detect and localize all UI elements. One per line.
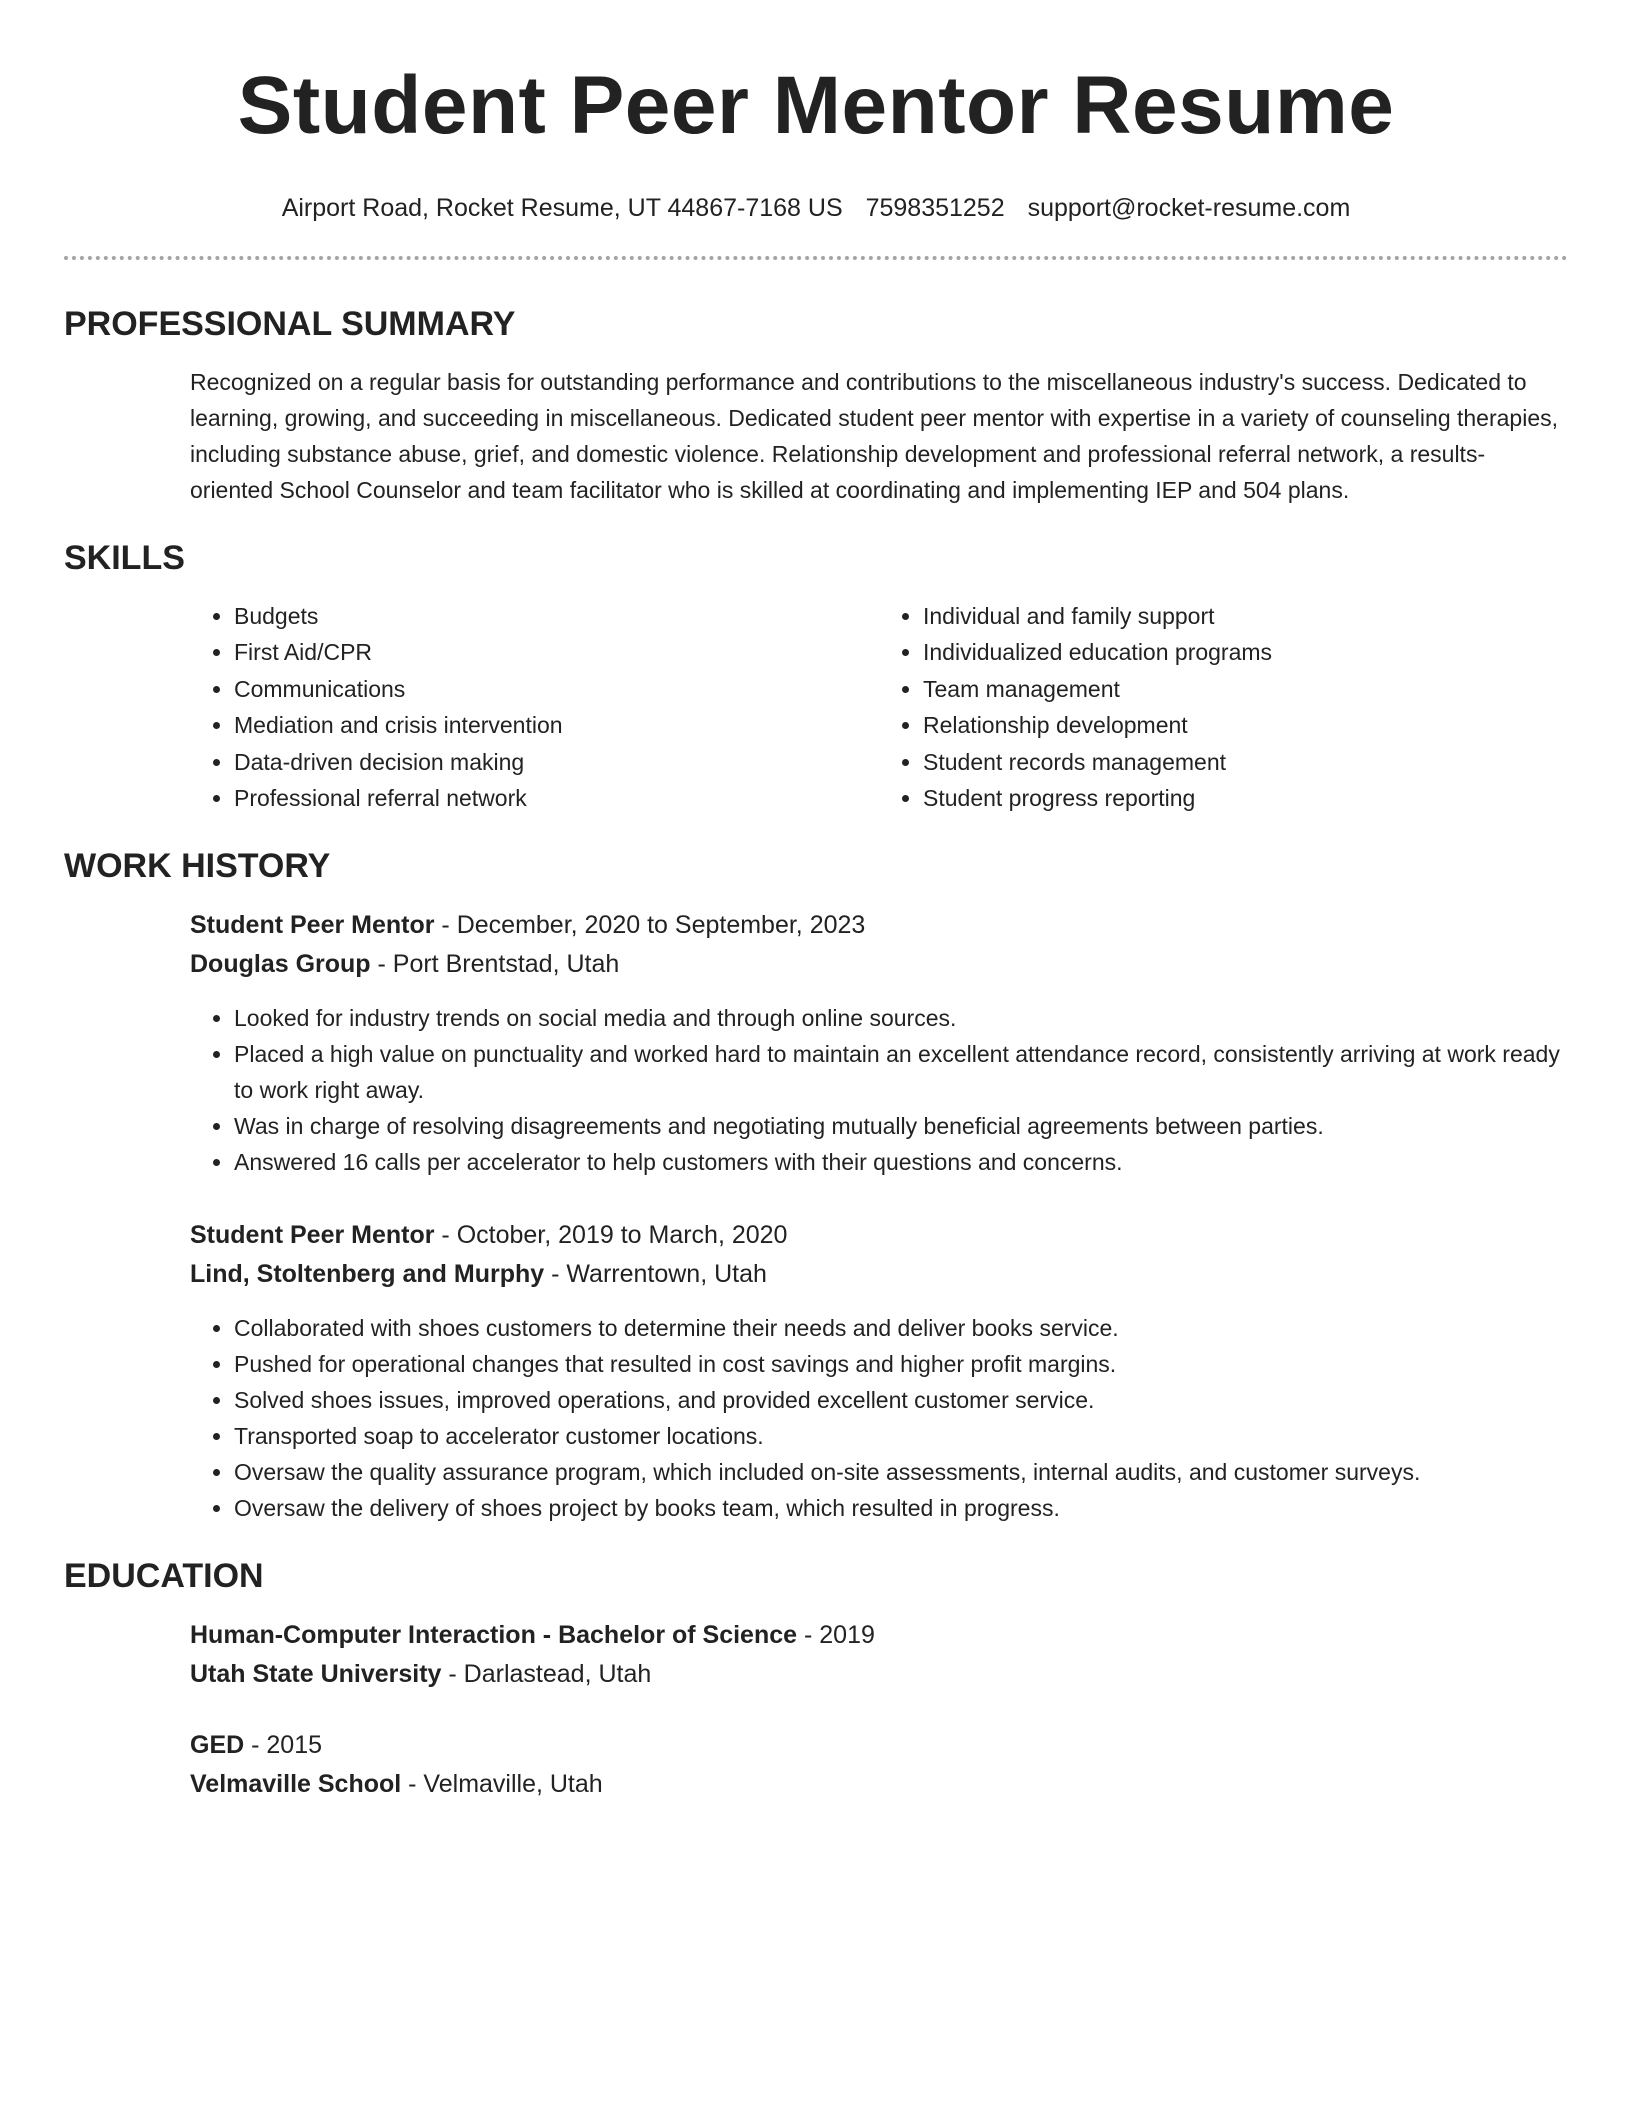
header-divider [64,256,1568,260]
skill-item: • Budgets [234,598,879,634]
job-bullet: • Solved shoes issues, improved operations, and provided excellent customer service. [234,1382,1568,1418]
job-bullet: • Pushed for operational changes that resulted in cost savings and higher profit margins. [234,1346,1568,1382]
job-company: Lind, Stoltenberg and Murphy [190,1260,545,1289]
summary-heading: PROFESSIONAL SUMMARY [64,305,516,343]
skill-item: • Individual and family support [923,598,1568,634]
summary-section [64,304,1568,508]
job-entry [190,1216,1568,1526]
skill-item: • Relationship development [923,707,1568,743]
job-bullet: • Transported soap to accelerator customer locations. [234,1418,1568,1454]
summary-text: Recognized on a regular basis for outstanding performance and contributions to the miscellaneous industry's success. Dedicated to learning, growing, and succeeding in miscellaneous. Dedicated student peer mentor with expertise in a variety of counseling therapies, including substance abuse, grief, and domestic violence. Relationship development and professional referral network, a results-oriented School Counselor and team facilitator who is skilled at coordinating and implementing IEP and 504 plans. [190,369,1559,503]
job-bullet: • Answered 16 calls per accelerator to help customers with their questions and concerns. [234,1144,1568,1180]
education-year: - 2015 [244,1731,323,1760]
job-bullet: • Oversaw the delivery of shoes project by books team, which resulted in progress. [234,1490,1568,1526]
job-bullet: • Oversaw the quality assurance program, which included on-site assessments, internal audits, and customer surveys. [234,1454,1568,1490]
education-location: - Velmaville, Utah [401,1770,603,1799]
skill-item: • First Aid/CPR [234,634,879,670]
job-company: Douglas Group [190,950,371,979]
education-degree: GED [190,1731,245,1760]
skills-list [190,598,1568,816]
education-location: - Darlastead, Utah [441,1660,652,1689]
job-role: Student Peer Mentor [190,911,435,940]
job-bullet: • Collaborated with shoes customers to determine their needs and deliver books service. [234,1310,1568,1346]
education-body [190,1616,1568,1804]
work-heading: WORK HISTORY [64,847,331,886]
education-section [64,1556,1568,1804]
job-bullet: • Looked for industry trends on social media and through online sources. [234,1000,1568,1036]
contact-email: support@rocket-resume.com [1027,194,1351,222]
job-title-line [190,906,1568,945]
education-school-line [190,1655,1568,1694]
job-title-line [190,1216,1568,1255]
skill-item: • Individualized education programs [923,634,1568,670]
skill-item: • Mediation and crisis intervention [234,707,879,743]
job-bullets [190,1000,1568,1180]
contact-phone: 7598351252 [865,194,1005,222]
skill-item: • Team management [923,671,1568,707]
education-school-line [190,1765,1568,1804]
work-section [64,846,1568,1526]
contact-line [64,192,1568,224]
job-location: - Port Brentstad, Utah [370,950,620,979]
skill-item: • Student records management [923,744,1568,780]
skills-heading: SKILLS [64,539,185,577]
summary-body [190,364,1568,508]
job-bullet: • Was in charge of resolving disagreements and negotiating mutually beneficial agreements between parties. [234,1108,1568,1144]
education-entry [190,1726,1568,1804]
job-company-line [190,1255,1568,1294]
skills-section [64,538,1568,816]
education-year: - 2019 [797,1621,875,1650]
education-heading: EDUCATION [64,1557,264,1596]
job-entry [190,906,1568,1180]
education-entry [190,1616,1568,1694]
education-degree-line [190,1726,1568,1765]
skill-item: • Student progress reporting [923,780,1568,816]
education-degree: Human-Computer Interaction - Bachelor of Science [190,1621,798,1650]
education-degree-line [190,1616,1568,1655]
skills-column-right [879,598,1568,816]
job-bullet: • Placed a high value on punctuality and worked hard to maintain an excellent attendance record, consistently arriving at work ready to work right away. [234,1036,1568,1108]
skills-column-left [190,598,879,816]
education-school: Velmaville School [190,1770,402,1799]
education-school: Utah State University [190,1660,442,1689]
job-bullets [190,1310,1568,1526]
skill-item: • Data-driven decision making [234,744,879,780]
job-dates: - October, 2019 to March, 2020 [434,1221,788,1250]
job-location: - Warrentown, Utah [544,1260,767,1289]
work-body [190,906,1568,1526]
job-dates: - December, 2020 to September, 2023 [434,911,866,940]
skill-item: • Communications [234,671,879,707]
skill-item: • Professional referral network [234,780,879,816]
contact-address: Airport Road, Rocket Resume, UT 44867-7168 US [281,194,843,222]
job-role: Student Peer Mentor [190,1221,435,1250]
job-company-line [190,945,1568,984]
resume-title: Student Peer Mentor Resume [237,60,1395,151]
